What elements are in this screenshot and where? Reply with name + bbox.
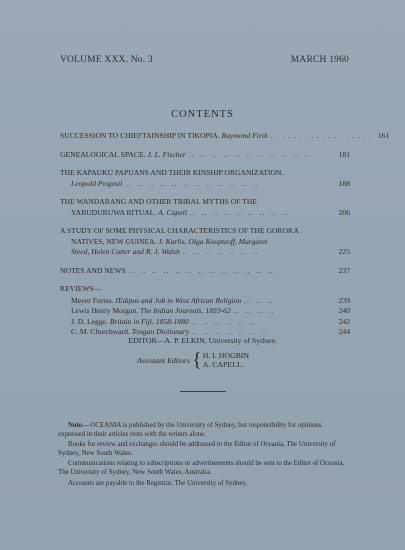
assistant-editors-label: Assistant Editors: [137, 355, 191, 365]
leader-dots: .. .. .. .. .. .. .. .. .. .. ..: [188, 149, 311, 159]
review-author: J. D. Legge.: [71, 316, 108, 326]
leader-dots: .. .. .. .. .. ..: [191, 316, 256, 326]
leader-dots: .. .. .. .. .. .. .. .. .. .. .. .. ..: [128, 265, 274, 275]
note-label: Note.: [68, 422, 84, 429]
assistant-editor: H. I. HOGBIN: [202, 351, 250, 360]
review-author: Meyer Fortes.: [71, 295, 114, 305]
toc-entry-kapauku: [60, 168, 350, 189]
leader-dots: . . . . . . . . . . . . . . . . . .: [270, 131, 373, 140]
entry-author: Leopold Pospisil: [71, 178, 123, 188]
entry-page: 188: [338, 178, 350, 188]
entry-author: J. L. Fischer: [147, 149, 186, 159]
review-page: 239: [338, 295, 350, 305]
assistant-editor: A. CAPELL.: [202, 360, 244, 369]
review-item: [60, 296, 350, 307]
toc-entry-goroka: [60, 226, 350, 258]
entry-title: THE WANDARANG AND OTHER TRIBAL MYTHS OF THE: [60, 197, 257, 206]
entry-title-cont: YABUDURUWA RITUAL.: [71, 207, 157, 217]
entry-page: 225: [338, 247, 350, 256]
leader-dots: .. .. .. .. .. .. .. .. .. .. .. ..: [125, 178, 259, 188]
review-title: Œdipus and Job in West African Religion: [115, 295, 242, 305]
entry-author: A. Capell: [158, 207, 187, 217]
accounts-paragraph: Accounts are payable to the Registrar, The University of Sydney.: [68, 479, 248, 487]
review-page: 244: [338, 327, 350, 336]
entry-page: 206: [338, 207, 350, 217]
assistant-editors: [137, 351, 249, 369]
assistant-editor-names: [203, 351, 249, 369]
review-page: 242: [338, 316, 350, 326]
entry-title: GENEALOGICAL SPACE.: [60, 149, 146, 159]
review-item: [60, 317, 350, 328]
table-of-contents: [60, 131, 390, 338]
publication-notes: [58, 422, 348, 490]
brace-glyph: {: [192, 349, 202, 371]
entry-page: 181: [338, 149, 350, 159]
leader-dots: .. .. .. ..: [233, 306, 275, 315]
leader-dots: .. .. .. .. .. .. .. .. ..: [189, 207, 289, 217]
note-paragraph: [58, 422, 348, 439]
entry-title-cont: NATIVES, NEW GUINEA.: [71, 236, 157, 246]
editor-line: EDITOR—A. P. ELKIN, University of Sydney.: [128, 336, 277, 345]
issue-date: MARCH 1960: [290, 55, 349, 65]
books-paragraph: Books for review and exchanges should be addressed to the Editor of Oceania, The University of Sydney, New South Wales.: [58, 441, 336, 457]
entry-title: NOTES AND NEWS: [60, 265, 126, 275]
leader-dots: .. .. .. .. .. .. ..: [192, 327, 268, 336]
review-author: C. M. Churchward.: [71, 327, 130, 336]
note-text: —OCEANIA is published by the University of Sydney, but responsibility for opinions expressed in their articles rests with the writers alone.: [58, 422, 322, 438]
volume-number: VOLUME XXX. No. 3: [60, 55, 153, 65]
toc-entry-notes-and-news: [60, 266, 350, 277]
entry-title: SUCCESSION TO CHIEFTAINSHIP IN TIKOPIA.: [60, 131, 220, 140]
entry-title: A STUDY OF SOME PHYSICAL CHARACTERISTICS OF THE GOROKA: [60, 226, 299, 235]
review-page: 240: [338, 306, 350, 315]
entry-author: J. Karlis, Olga Kooptzoff, Margaret: [158, 236, 268, 246]
entry-page: 237: [338, 265, 350, 275]
toc-entry-wandarang: [60, 197, 350, 218]
review-title: Tongan Dictionary: [131, 327, 190, 336]
leader-dots: .. .. .. .. .. .. ..: [182, 247, 259, 256]
reviews-heading: REVIEWS—: [60, 284, 102, 293]
entry-title: THE KAPAUKU PAPUANS AND THEIR KINSHIP ORGANIZATION.: [60, 168, 284, 177]
communications-paragraph: Communications relating to subscriptions or advertisements should be sent to the Editor of Oceania, The University of Sydney, New South Wales, Australia.: [58, 460, 345, 476]
leader-dots: .. .. ..: [244, 295, 274, 305]
divider-rule: [180, 391, 226, 392]
toc-entry-genealogical: [60, 150, 350, 161]
review-item: [60, 306, 350, 317]
review-title: The Indian Journals, 1859-62: [140, 306, 231, 315]
review-title: Britain in Fiji, 1858-1880: [109, 316, 189, 326]
entry-author-cont: Steed, Helen Cotter and R. J. Walsh: [71, 247, 180, 256]
entry-author: Raymond Firth: [221, 131, 268, 140]
entry-page: 161: [377, 131, 390, 140]
review-author: Lewis Henry Morgan.: [71, 306, 139, 315]
contents-heading: CONTENTS: [171, 109, 234, 120]
toc-entry-tikopia: [60, 131, 390, 142]
